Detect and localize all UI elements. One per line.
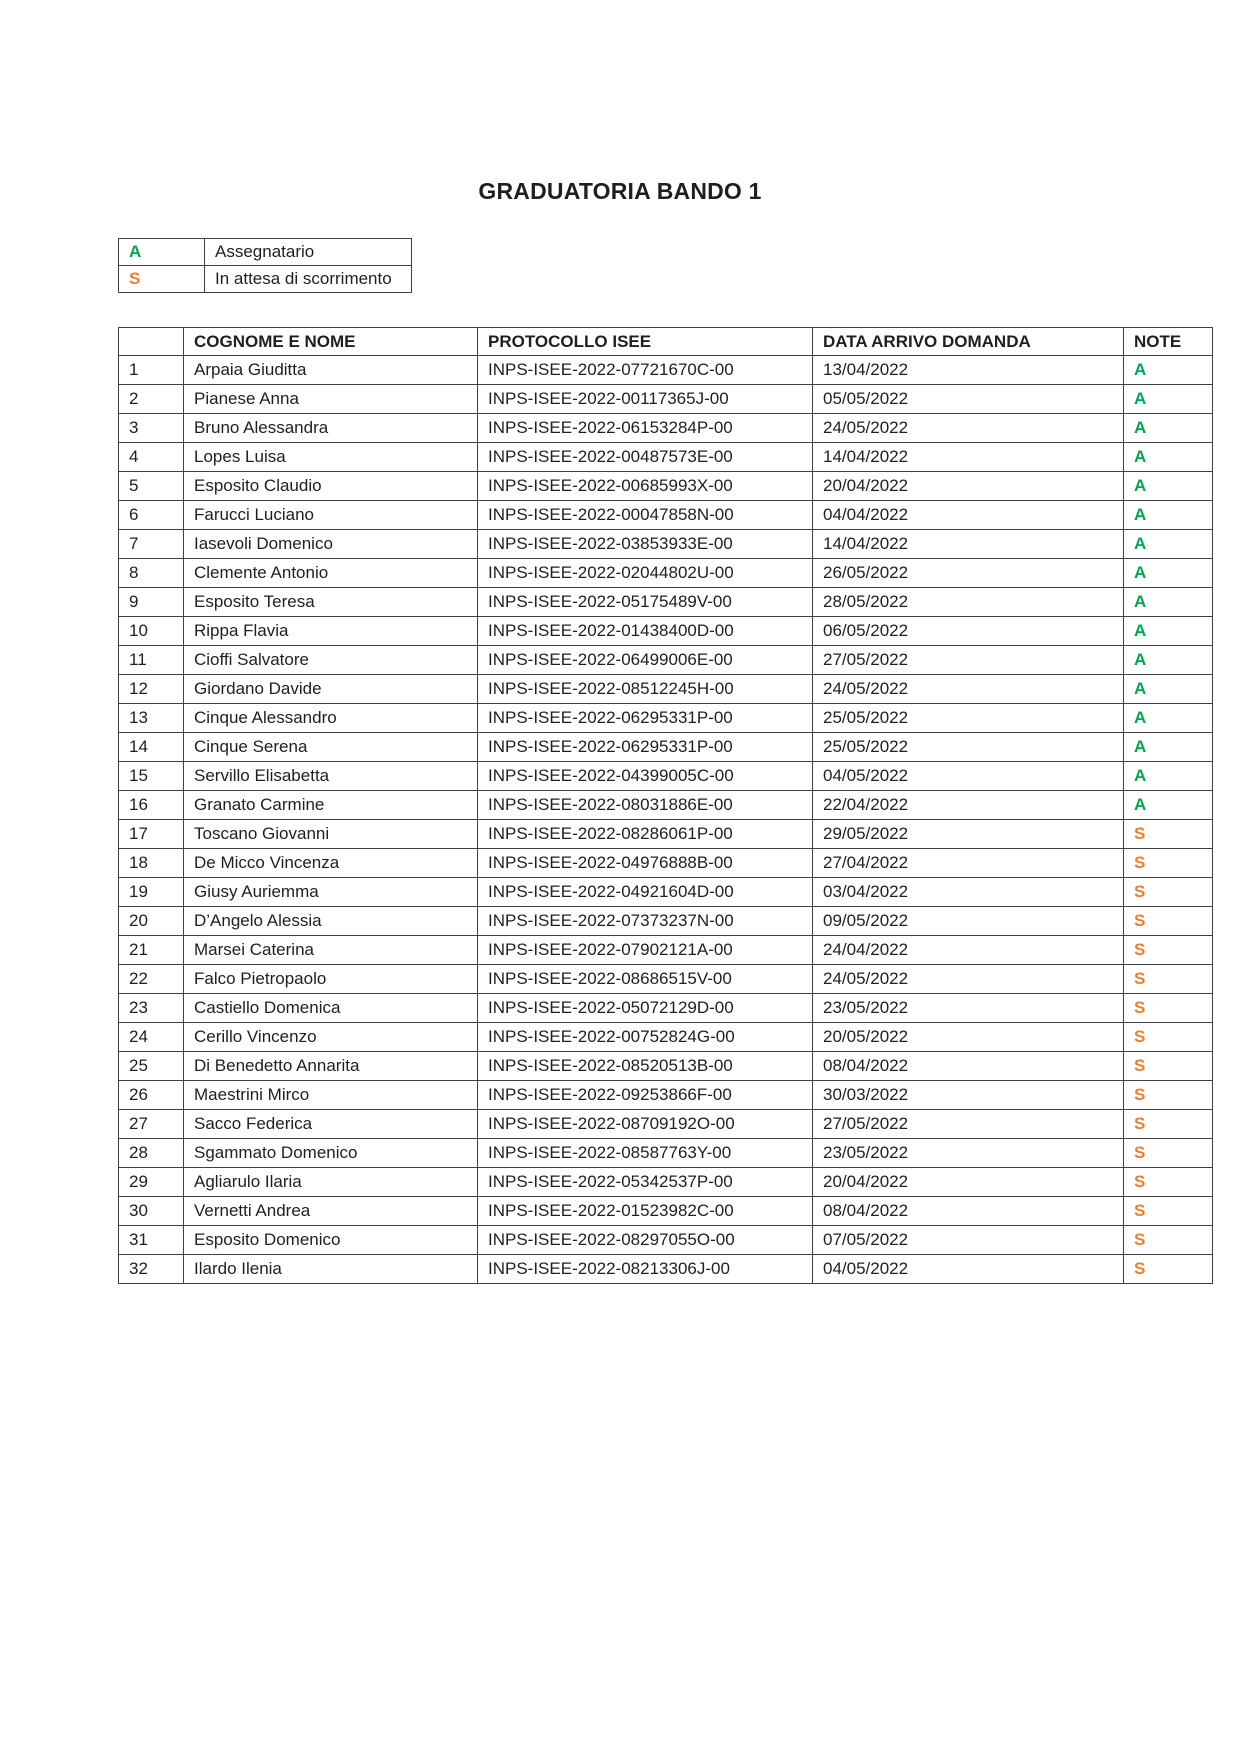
person-name: Rippa Flavia bbox=[184, 617, 478, 646]
arrival-date: 04/05/2022 bbox=[813, 762, 1124, 791]
arrival-date: 22/04/2022 bbox=[813, 791, 1124, 820]
isee-protocol: INPS-ISEE-2022-07373237N-00 bbox=[478, 907, 813, 936]
person-name: Di Benedetto Annarita bbox=[184, 1052, 478, 1081]
note-status: A bbox=[1124, 733, 1213, 762]
column-header bbox=[119, 328, 184, 356]
table-row bbox=[119, 530, 1213, 559]
person-name: Vernetti Andrea bbox=[184, 1197, 478, 1226]
column-header: DATA ARRIVO DOMANDA bbox=[813, 328, 1124, 356]
table-row bbox=[119, 849, 1213, 878]
person-name: De Micco Vincenza bbox=[184, 849, 478, 878]
note-status: S bbox=[1124, 1197, 1213, 1226]
arrival-date: 23/05/2022 bbox=[813, 1139, 1124, 1168]
arrival-date: 09/05/2022 bbox=[813, 907, 1124, 936]
table-row bbox=[119, 1110, 1213, 1139]
arrival-date: 24/05/2022 bbox=[813, 675, 1124, 704]
legend-table bbox=[118, 238, 412, 293]
isee-protocol: INPS-ISEE-2022-00117365J-00 bbox=[478, 385, 813, 414]
person-name: Lopes Luisa bbox=[184, 443, 478, 472]
note-status: A bbox=[1124, 501, 1213, 530]
table-row bbox=[119, 385, 1213, 414]
rank-number: 31 bbox=[119, 1226, 184, 1255]
note-status: S bbox=[1124, 1023, 1213, 1052]
arrival-date: 14/04/2022 bbox=[813, 443, 1124, 472]
table-row bbox=[119, 733, 1213, 762]
arrival-date: 07/05/2022 bbox=[813, 1226, 1124, 1255]
rank-number: 11 bbox=[119, 646, 184, 675]
isee-protocol: INPS-ISEE-2022-08512245H-00 bbox=[478, 675, 813, 704]
isee-protocol: INPS-ISEE-2022-00487573E-00 bbox=[478, 443, 813, 472]
table-row bbox=[119, 646, 1213, 675]
rank-number: 29 bbox=[119, 1168, 184, 1197]
arrival-date: 27/04/2022 bbox=[813, 849, 1124, 878]
rank-number: 22 bbox=[119, 965, 184, 994]
note-status: S bbox=[1124, 820, 1213, 849]
isee-protocol: INPS-ISEE-2022-00047858N-00 bbox=[478, 501, 813, 530]
arrival-date: 14/04/2022 bbox=[813, 530, 1124, 559]
person-name: Sgammato Domenico bbox=[184, 1139, 478, 1168]
table-row bbox=[119, 1197, 1213, 1226]
rank-number: 9 bbox=[119, 588, 184, 617]
arrival-date: 26/05/2022 bbox=[813, 559, 1124, 588]
rank-number: 13 bbox=[119, 704, 184, 733]
isee-protocol: INPS-ISEE-2022-04921604D-00 bbox=[478, 878, 813, 907]
page-title: GRADUATORIA BANDO 1 bbox=[478, 178, 762, 204]
isee-protocol: INPS-ISEE-2022-07721670C-00 bbox=[478, 356, 813, 385]
person-name: Cinque Alessandro bbox=[184, 704, 478, 733]
person-name: Toscano Giovanni bbox=[184, 820, 478, 849]
isee-protocol: INPS-ISEE-2022-03853933E-00 bbox=[478, 530, 813, 559]
note-status: S bbox=[1124, 1052, 1213, 1081]
arrival-date: 06/05/2022 bbox=[813, 617, 1124, 646]
note-status: A bbox=[1124, 704, 1213, 733]
table-row bbox=[119, 878, 1213, 907]
rank-number: 16 bbox=[119, 791, 184, 820]
rank-number: 19 bbox=[119, 878, 184, 907]
isee-protocol: INPS-ISEE-2022-08286061P-00 bbox=[478, 820, 813, 849]
note-status: A bbox=[1124, 646, 1213, 675]
isee-protocol: INPS-ISEE-2022-04976888B-00 bbox=[478, 849, 813, 878]
rank-number: 1 bbox=[119, 356, 184, 385]
column-header: PROTOCOLLO ISEE bbox=[478, 328, 813, 356]
table-row bbox=[119, 965, 1213, 994]
person-name: Servillo Elisabetta bbox=[184, 762, 478, 791]
table-row bbox=[119, 1139, 1213, 1168]
arrival-date: 24/04/2022 bbox=[813, 936, 1124, 965]
note-status: S bbox=[1124, 849, 1213, 878]
table-row bbox=[119, 1255, 1213, 1284]
rank-number: 28 bbox=[119, 1139, 184, 1168]
person-name: Pianese Anna bbox=[184, 385, 478, 414]
arrival-date: 28/05/2022 bbox=[813, 588, 1124, 617]
table-row bbox=[119, 1023, 1213, 1052]
legend-label: Assegnatario bbox=[205, 239, 412, 266]
arrival-date: 04/05/2022 bbox=[813, 1255, 1124, 1284]
note-status: S bbox=[1124, 1168, 1213, 1197]
note-status: A bbox=[1124, 385, 1213, 414]
isee-protocol: INPS-ISEE-2022-04399005C-00 bbox=[478, 762, 813, 791]
rank-number: 18 bbox=[119, 849, 184, 878]
note-status: S bbox=[1124, 1226, 1213, 1255]
isee-protocol: INPS-ISEE-2022-08709192O-00 bbox=[478, 1110, 813, 1139]
column-header: NOTE bbox=[1124, 328, 1213, 356]
ranking-table bbox=[118, 327, 1213, 1284]
table-row bbox=[119, 994, 1213, 1023]
rank-number: 8 bbox=[119, 559, 184, 588]
person-name: Agliarulo Ilaria bbox=[184, 1168, 478, 1197]
table-row bbox=[119, 762, 1213, 791]
note-status: A bbox=[1124, 617, 1213, 646]
table-row bbox=[119, 820, 1213, 849]
table-row bbox=[119, 559, 1213, 588]
rank-number: 6 bbox=[119, 501, 184, 530]
person-name: Clemente Antonio bbox=[184, 559, 478, 588]
person-name: Giusy Auriemma bbox=[184, 878, 478, 907]
arrival-date: 29/05/2022 bbox=[813, 820, 1124, 849]
table-row bbox=[119, 1226, 1213, 1255]
isee-protocol: INPS-ISEE-2022-05342537P-00 bbox=[478, 1168, 813, 1197]
person-name: Iasevoli Domenico bbox=[184, 530, 478, 559]
note-status: S bbox=[1124, 1081, 1213, 1110]
note-status: S bbox=[1124, 1110, 1213, 1139]
rank-number: 20 bbox=[119, 907, 184, 936]
arrival-date: 03/04/2022 bbox=[813, 878, 1124, 907]
isee-protocol: INPS-ISEE-2022-09253866F-00 bbox=[478, 1081, 813, 1110]
arrival-date: 13/04/2022 bbox=[813, 356, 1124, 385]
arrival-date: 04/04/2022 bbox=[813, 501, 1124, 530]
person-name: Falco Pietropaolo bbox=[184, 965, 478, 994]
note-status: A bbox=[1124, 443, 1213, 472]
table-row bbox=[119, 1052, 1213, 1081]
isee-protocol: INPS-ISEE-2022-05072129D-00 bbox=[478, 994, 813, 1023]
rank-number: 25 bbox=[119, 1052, 184, 1081]
isee-protocol: INPS-ISEE-2022-08587763Y-00 bbox=[478, 1139, 813, 1168]
rank-number: 4 bbox=[119, 443, 184, 472]
arrival-date: 05/05/2022 bbox=[813, 385, 1124, 414]
person-name: Arpaia Giuditta bbox=[184, 356, 478, 385]
arrival-date: 08/04/2022 bbox=[813, 1197, 1124, 1226]
arrival-date: 24/05/2022 bbox=[813, 965, 1124, 994]
note-status: A bbox=[1124, 559, 1213, 588]
rank-number: 7 bbox=[119, 530, 184, 559]
isee-protocol: INPS-ISEE-2022-07902121A-00 bbox=[478, 936, 813, 965]
table-row bbox=[119, 791, 1213, 820]
table-row bbox=[119, 501, 1213, 530]
rank-number: 2 bbox=[119, 385, 184, 414]
arrival-date: 23/05/2022 bbox=[813, 994, 1124, 1023]
arrival-date: 30/03/2022 bbox=[813, 1081, 1124, 1110]
person-name: D’Angelo Alessia bbox=[184, 907, 478, 936]
person-name: Esposito Domenico bbox=[184, 1226, 478, 1255]
legend-code: A bbox=[119, 239, 205, 266]
table-row bbox=[119, 907, 1213, 936]
legend-code: S bbox=[119, 266, 205, 293]
person-name: Granato Carmine bbox=[184, 791, 478, 820]
isee-protocol: INPS-ISEE-2022-01523982C-00 bbox=[478, 1197, 813, 1226]
isee-protocol: INPS-ISEE-2022-01438400D-00 bbox=[478, 617, 813, 646]
arrival-date: 27/05/2022 bbox=[813, 646, 1124, 675]
isee-protocol: INPS-ISEE-2022-00752824G-00 bbox=[478, 1023, 813, 1052]
rank-number: 26 bbox=[119, 1081, 184, 1110]
table-row bbox=[119, 675, 1213, 704]
arrival-date: 24/05/2022 bbox=[813, 414, 1124, 443]
person-name: Marsei Caterina bbox=[184, 936, 478, 965]
arrival-date: 20/04/2022 bbox=[813, 472, 1124, 501]
rank-number: 10 bbox=[119, 617, 184, 646]
note-status: A bbox=[1124, 588, 1213, 617]
rank-number: 15 bbox=[119, 762, 184, 791]
note-status: S bbox=[1124, 936, 1213, 965]
legend-row bbox=[119, 266, 412, 293]
isee-protocol: INPS-ISEE-2022-06295331P-00 bbox=[478, 733, 813, 762]
note-status: A bbox=[1124, 791, 1213, 820]
table-row bbox=[119, 704, 1213, 733]
table-row bbox=[119, 617, 1213, 646]
isee-protocol: INPS-ISEE-2022-08520513B-00 bbox=[478, 1052, 813, 1081]
isee-protocol: INPS-ISEE-2022-08297055O-00 bbox=[478, 1226, 813, 1255]
rank-number: 30 bbox=[119, 1197, 184, 1226]
note-status: S bbox=[1124, 1139, 1213, 1168]
isee-protocol: INPS-ISEE-2022-08031886E-00 bbox=[478, 791, 813, 820]
legend-label: In attesa di scorrimento bbox=[205, 266, 412, 293]
rank-number: 17 bbox=[119, 820, 184, 849]
note-status: A bbox=[1124, 530, 1213, 559]
table-row bbox=[119, 356, 1213, 385]
legend-row bbox=[119, 239, 412, 266]
table-row bbox=[119, 414, 1213, 443]
isee-protocol: INPS-ISEE-2022-08213306J-00 bbox=[478, 1255, 813, 1284]
person-name: Castiello Domenica bbox=[184, 994, 478, 1023]
person-name: Cinque Serena bbox=[184, 733, 478, 762]
person-name: Ilardo Ilenia bbox=[184, 1255, 478, 1284]
note-status: A bbox=[1124, 762, 1213, 791]
arrival-date: 25/05/2022 bbox=[813, 704, 1124, 733]
table-row bbox=[119, 936, 1213, 965]
rank-number: 32 bbox=[119, 1255, 184, 1284]
isee-protocol: INPS-ISEE-2022-06153284P-00 bbox=[478, 414, 813, 443]
note-status: S bbox=[1124, 994, 1213, 1023]
rank-number: 24 bbox=[119, 1023, 184, 1052]
arrival-date: 20/05/2022 bbox=[813, 1023, 1124, 1052]
note-status: S bbox=[1124, 1255, 1213, 1284]
note-status: A bbox=[1124, 472, 1213, 501]
note-status: S bbox=[1124, 878, 1213, 907]
note-status: S bbox=[1124, 907, 1213, 936]
note-status: A bbox=[1124, 414, 1213, 443]
column-header: COGNOME E NOME bbox=[184, 328, 478, 356]
isee-protocol: INPS-ISEE-2022-00685993X-00 bbox=[478, 472, 813, 501]
rank-number: 14 bbox=[119, 733, 184, 762]
table-row bbox=[119, 1081, 1213, 1110]
arrival-date: 27/05/2022 bbox=[813, 1110, 1124, 1139]
isee-protocol: INPS-ISEE-2022-08686515V-00 bbox=[478, 965, 813, 994]
rank-number: 23 bbox=[119, 994, 184, 1023]
table-row bbox=[119, 472, 1213, 501]
isee-protocol: INPS-ISEE-2022-06295331P-00 bbox=[478, 704, 813, 733]
table-row bbox=[119, 588, 1213, 617]
person-name: Farucci Luciano bbox=[184, 501, 478, 530]
person-name: Esposito Claudio bbox=[184, 472, 478, 501]
rank-number: 5 bbox=[119, 472, 184, 501]
isee-protocol: INPS-ISEE-2022-05175489V-00 bbox=[478, 588, 813, 617]
person-name: Maestrini Mirco bbox=[184, 1081, 478, 1110]
person-name: Bruno Alessandra bbox=[184, 414, 478, 443]
isee-protocol: INPS-ISEE-2022-06499006E-00 bbox=[478, 646, 813, 675]
table-row bbox=[119, 1168, 1213, 1197]
person-name: Sacco Federica bbox=[184, 1110, 478, 1139]
note-status: S bbox=[1124, 965, 1213, 994]
isee-protocol: INPS-ISEE-2022-02044802U-00 bbox=[478, 559, 813, 588]
person-name: Giordano Davide bbox=[184, 675, 478, 704]
note-status: A bbox=[1124, 356, 1213, 385]
rank-number: 3 bbox=[119, 414, 184, 443]
table-header-row bbox=[119, 328, 1213, 356]
person-name: Cerillo Vincenzo bbox=[184, 1023, 478, 1052]
arrival-date: 08/04/2022 bbox=[813, 1052, 1124, 1081]
person-name: Esposito Teresa bbox=[184, 588, 478, 617]
rank-number: 12 bbox=[119, 675, 184, 704]
rank-number: 27 bbox=[119, 1110, 184, 1139]
arrival-date: 20/04/2022 bbox=[813, 1168, 1124, 1197]
table-row bbox=[119, 443, 1213, 472]
rank-number: 21 bbox=[119, 936, 184, 965]
arrival-date: 25/05/2022 bbox=[813, 733, 1124, 762]
note-status: A bbox=[1124, 675, 1213, 704]
person-name: Cioffi Salvatore bbox=[184, 646, 478, 675]
